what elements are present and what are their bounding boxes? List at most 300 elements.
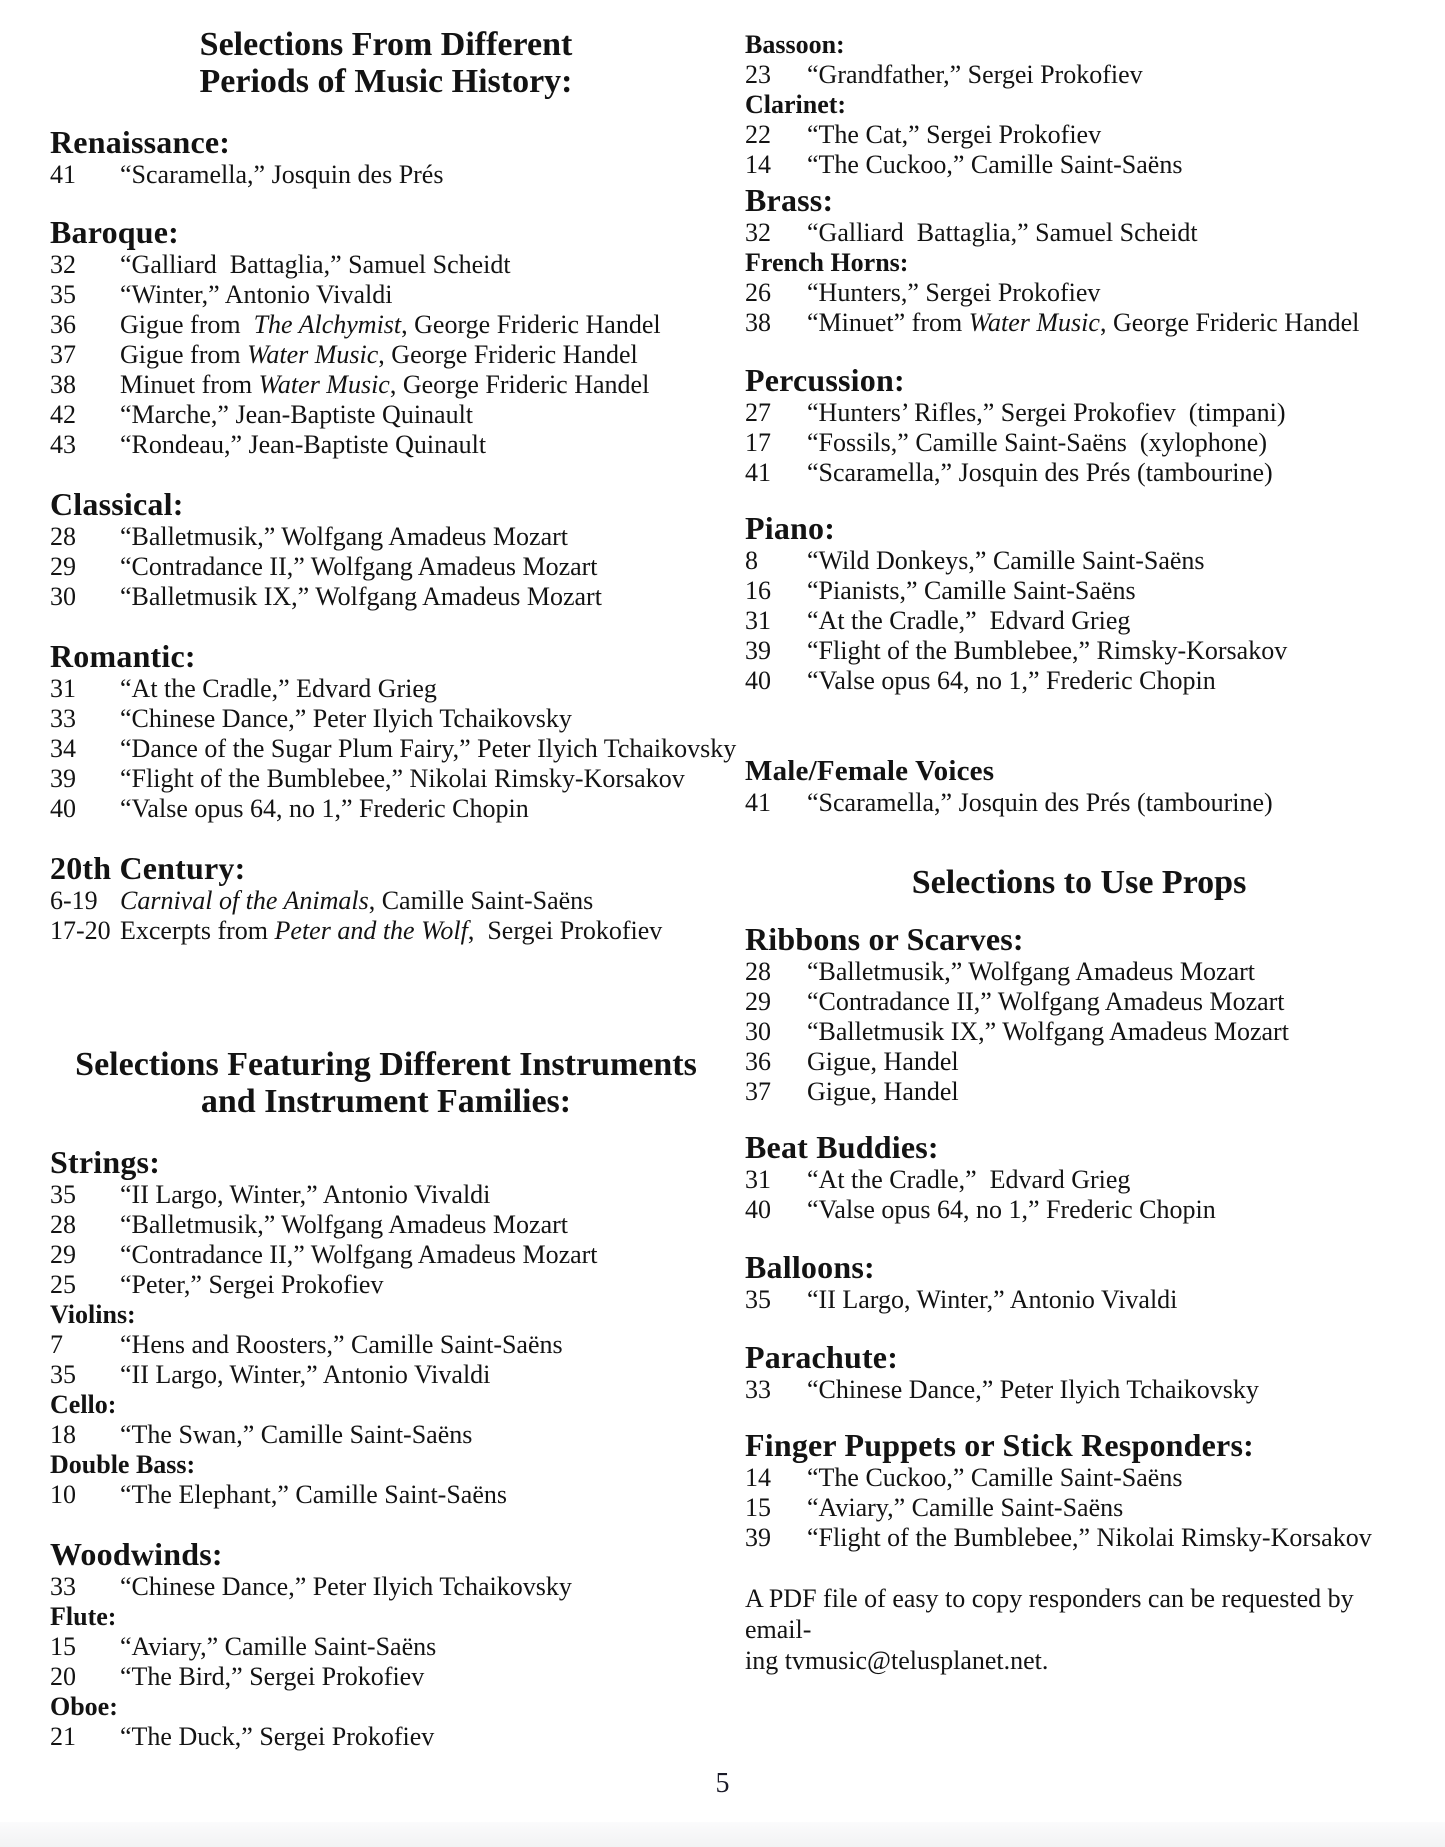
item-list [745, 398, 1413, 488]
item-text [807, 666, 1413, 696]
item-text-segment: Carnival of the Animals [120, 886, 369, 915]
section [50, 1536, 722, 1752]
list-item [745, 1375, 1413, 1405]
item-text [807, 398, 1413, 428]
item-text-segment: “Contradance II,” Wolfgang Amadeus Mozart [807, 987, 1285, 1016]
list-item [745, 788, 1413, 818]
item-number: 26 [745, 278, 771, 307]
item-text [807, 120, 1413, 150]
item-number: 35 [50, 1360, 76, 1389]
item-text [120, 400, 722, 430]
item-number: 28 [745, 957, 771, 986]
item-number: 23 [745, 60, 771, 89]
item-number: 31 [745, 606, 771, 635]
item-text [807, 218, 1413, 248]
item-number: 38 [50, 370, 76, 399]
item-number: 41 [745, 788, 771, 817]
list-item [50, 916, 722, 946]
item-text [120, 430, 722, 460]
item-text [807, 1375, 1413, 1405]
item-text [120, 1180, 722, 1210]
section [745, 1427, 1413, 1553]
list-item [745, 1077, 1413, 1107]
list-item [50, 1480, 722, 1510]
item-text [120, 794, 722, 824]
section-heading: 20th Century: [50, 850, 246, 886]
page-title [50, 26, 722, 100]
list-item [745, 458, 1413, 488]
list-item [50, 310, 722, 340]
item-text-segment: “II Largo, Winter,” Antonio Vivaldi [120, 1180, 491, 1209]
list-item [50, 552, 722, 582]
sub-heading: French Horns: [745, 248, 909, 277]
list-item [745, 606, 1413, 636]
section [50, 1144, 722, 1510]
item-number: 32 [745, 218, 771, 247]
page-title-line: Selections Featuring Different Instruments [75, 1046, 697, 1083]
section-heading: Male/Female Voices [745, 755, 995, 787]
list-item [745, 1195, 1413, 1225]
item-number: 40 [745, 1195, 771, 1224]
item-text [120, 370, 722, 400]
list-item [745, 1017, 1413, 1047]
item-number: 35 [50, 280, 76, 309]
item-number: 29 [50, 552, 76, 581]
item-number: 15 [745, 1493, 771, 1522]
section [745, 1339, 1413, 1405]
item-text-segment: “At the Cradle,” Edvard Grieg [807, 1165, 1131, 1194]
item-number: 18 [50, 1420, 76, 1449]
item-number: 37 [50, 340, 76, 369]
list-item [50, 1572, 722, 1602]
item-number: 22 [745, 120, 771, 149]
item-text [807, 150, 1413, 180]
item-text-segment: “Flight of the Bumblebee,” Nikolai Rimsky-Korsakov [807, 1523, 1372, 1552]
item-text [807, 1523, 1413, 1553]
page-title-line: Selections to Use Props [911, 864, 1247, 901]
item-text-segment: “Balletmusik IX,” Wolfgang Amadeus Mozart [807, 1017, 1289, 1046]
item-text [120, 1360, 722, 1390]
list-item [50, 1420, 722, 1450]
item-text-segment: “The Cat,” Sergei Prokofiev [807, 120, 1102, 149]
list-item [50, 886, 722, 916]
item-number: 29 [745, 987, 771, 1016]
item-text-segment: The Alchymist [253, 310, 402, 339]
item-list [50, 674, 737, 824]
item-text [120, 582, 722, 612]
item-text-segment: “At the Cradle,” Edvard Grieg [120, 674, 437, 703]
item-text-segment: “Valse opus 64, no 1,” Frederic Chopin [807, 666, 1216, 695]
item-text [807, 1195, 1413, 1225]
item-text-segment: “The Bird,” Sergei Prokofiev [120, 1662, 425, 1691]
list-item [50, 1360, 722, 1390]
item-text-segment: “Valse opus 64, no 1,” Frederic Chopin [120, 794, 529, 823]
item-text [120, 704, 722, 734]
item-list [745, 218, 1413, 338]
item-text-segment: “Balletmusik IX,” Wolfgang Amadeus Mozart [120, 582, 602, 611]
item-number: 21 [50, 1722, 76, 1751]
item-text [120, 1572, 722, 1602]
item-list [745, 546, 1413, 696]
item-list [745, 957, 1413, 1107]
item-number: 35 [745, 1285, 771, 1314]
section [745, 921, 1413, 1107]
item-text [807, 458, 1413, 488]
item-number: 34 [50, 734, 76, 763]
item-text-segment: “The Cuckoo,” Camille Saint-Saëns [807, 150, 1183, 179]
item-text-segment: Gigue, Handel [807, 1077, 959, 1106]
left-column [50, 0, 737, 1752]
list-item [50, 340, 722, 370]
item-text-segment: “Chinese Dance,” Peter Ilyich Tchaikovsky [120, 704, 572, 733]
page-title-line: Periods of Music History: [199, 63, 573, 100]
list-item [745, 957, 1413, 987]
item-text [120, 916, 722, 946]
item-text [807, 1017, 1413, 1047]
section [745, 1129, 1413, 1225]
page-title-line: and Instrument Families: [200, 1083, 572, 1120]
item-list [50, 886, 722, 946]
list-item [745, 636, 1413, 666]
section [50, 214, 722, 460]
page-number: 5 [715, 1768, 730, 1799]
section-heading: Woodwinds: [50, 1536, 223, 1572]
section-heading: Parachute: [745, 1339, 899, 1375]
item-text-segment: “Hunters,” Sergei Prokofiev [807, 278, 1101, 307]
item-text [120, 1662, 722, 1692]
item-text-segment: Gigue, Handel [807, 1047, 959, 1076]
item-text [807, 987, 1413, 1017]
list-item [50, 522, 722, 552]
list-item [50, 734, 737, 764]
page-title [50, 1046, 722, 1120]
item-text-segment: “II Largo, Winter,” Antonio Vivaldi [120, 1360, 491, 1389]
item-number: 25 [50, 1270, 76, 1299]
item-text [120, 310, 722, 340]
item-text-segment: “Chinese Dance,” Peter Ilyich Tchaikovsky [807, 1375, 1259, 1404]
item-text-segment: “Scaramella,” Josquin des Prés (tambourine) [807, 458, 1273, 487]
item-number: 33 [50, 704, 76, 733]
item-text-segment: “Contradance II,” Wolfgang Amadeus Mozart [120, 552, 598, 581]
list-item [745, 1285, 1413, 1315]
item-text-segment: “Hens and Roosters,” Camille Saint-Saëns [120, 1330, 563, 1359]
section-heading: Percussion: [745, 362, 905, 398]
item-text-segment: “Scaramella,” Josquin des Prés (tambourine) [807, 788, 1273, 817]
item-text-segment: “Flight of the Bumblebee,” Rimsky-Korsakov [807, 636, 1288, 665]
list-item [50, 1632, 722, 1662]
item-text-segment: “Aviary,” Camille Saint-Saëns [120, 1632, 437, 1661]
item-text [120, 552, 722, 582]
item-text-segment: “Valse opus 64, no 1,” Frederic Chopin [807, 1195, 1216, 1224]
section [50, 850, 722, 946]
item-text-segment: “The Elephant,” Camille Saint-Saëns [120, 1480, 507, 1509]
item-text [807, 1493, 1413, 1523]
item-number: 35 [50, 1180, 76, 1209]
section [745, 510, 1413, 696]
item-text-segment: “Hunters’ Rifles,” Sergei Prokofiev (timpani) [807, 398, 1286, 427]
sub-heading: Bassoon: [745, 30, 845, 59]
sub-heading: Clarinet: [745, 90, 847, 119]
item-text-segment: Gigue from [120, 340, 248, 369]
item-list [745, 1285, 1413, 1315]
item-list [50, 160, 722, 190]
item-text [120, 340, 722, 370]
item-text-segment: “Balletmusik,” Wolfgang Amadeus Mozart [120, 1210, 568, 1239]
item-text-segment: , Camille Saint-Saëns [368, 886, 594, 915]
item-number: 29 [50, 1240, 76, 1269]
note [745, 1583, 1413, 1676]
item-text-segment: “Scaramella,” Josquin des Prés [120, 160, 444, 189]
item-number: 30 [50, 582, 76, 611]
list-item [50, 764, 722, 794]
item-text-segment: “At the Cradle,” Edvard Grieg [807, 606, 1131, 635]
item-number: 37 [745, 1077, 771, 1106]
item-text-segment: , George Frideric Handel [401, 310, 661, 339]
item-text-segment: , George Frideric Handel [378, 340, 638, 369]
list-item [50, 704, 722, 734]
list-item [745, 218, 1413, 248]
item-text-segment: “Marche,” Jean-Baptiste Quinault [120, 400, 474, 429]
list-item [50, 1330, 722, 1360]
item-list [745, 1375, 1413, 1405]
list-item [50, 582, 722, 612]
list-item [745, 1463, 1413, 1493]
item-text-segment: “Dance of the Sugar Plum Fairy,” Peter Ilyich Tchaikovsky [120, 734, 737, 763]
item-text-segment: “Fossils,” Camille Saint-Saëns (xylophone) [807, 428, 1268, 457]
list-item [745, 308, 1413, 338]
item-text-segment: “Peter,” Sergei Prokofiev [120, 1270, 384, 1299]
item-text-segment: Minuet from [120, 370, 259, 399]
item-text-segment: “Galliard Battaglia,” Samuel Scheidt [807, 218, 1198, 247]
sub-heading: Flute: [50, 1602, 117, 1631]
item-text-segment: Water Music [968, 308, 1100, 337]
section-heading: Piano: [745, 510, 836, 546]
item-text [807, 1077, 1413, 1107]
list-item [50, 400, 722, 430]
item-number: 7 [50, 1330, 63, 1359]
list-item [745, 576, 1413, 606]
list-item [745, 150, 1413, 180]
list-item [50, 1270, 722, 1300]
list-item [50, 160, 722, 190]
item-text [807, 1463, 1413, 1493]
sub-heading: Oboe: [50, 1692, 118, 1721]
item-number: 6-19 [50, 886, 98, 915]
list-item [745, 120, 1413, 150]
item-text [120, 1420, 722, 1450]
item-text-segment: , George Frideric Handel [389, 370, 650, 399]
item-text [120, 1210, 722, 1240]
item-number: 33 [745, 1375, 771, 1404]
item-text [120, 160, 722, 190]
section [50, 486, 722, 612]
sub-heading: Cello: [50, 1390, 117, 1419]
list-item [745, 546, 1413, 576]
list-item [745, 666, 1413, 696]
item-text [120, 1480, 722, 1510]
list-item [50, 280, 722, 310]
item-text-segment: Excerpts from [120, 916, 275, 945]
section [745, 362, 1413, 488]
item-text [807, 60, 1413, 90]
item-number: 31 [50, 674, 76, 703]
item-list [50, 250, 722, 460]
item-list [50, 1180, 722, 1510]
item-text-segment: “Balletmusik,” Wolfgang Amadeus Mozart [807, 957, 1255, 986]
item-number: 10 [50, 1480, 76, 1509]
item-text [120, 734, 736, 764]
item-text [807, 1165, 1413, 1195]
item-text-segment: “Chinese Dance,” Peter Ilyich Tchaikovsky [120, 1572, 572, 1601]
list-item [50, 794, 722, 824]
item-list [50, 522, 722, 612]
list-item [50, 430, 722, 460]
item-text-segment: “Winter,” Antonio Vivaldi [120, 280, 393, 309]
item-text [120, 1330, 722, 1360]
section-heading: Romantic: [50, 638, 196, 674]
item-text-segment: “Contradance II,” Wolfgang Amadeus Mozart [120, 1240, 598, 1269]
list-item [745, 1523, 1413, 1553]
item-text-segment: Water Music [258, 370, 390, 399]
item-number: 43 [50, 430, 76, 459]
sub-heading: Double Bass: [50, 1450, 196, 1479]
list-item [745, 278, 1413, 308]
section-heading: Renaissance: [50, 124, 231, 160]
section-heading: Strings: [50, 1144, 161, 1180]
item-list [745, 788, 1413, 818]
item-number: 39 [745, 1523, 771, 1552]
item-text-segment: “Wild Donkeys,” Camille Saint-Saëns [807, 546, 1205, 575]
item-text [807, 788, 1413, 818]
item-text-segment: “Minuet” from [807, 308, 969, 337]
item-list [745, 30, 1413, 180]
item-number: 14 [745, 150, 771, 179]
section-heading: Beat Buddies: [745, 1129, 939, 1165]
item-text-segment: “The Swan,” Camille Saint-Saëns [120, 1420, 473, 1449]
item-number: 14 [745, 1463, 771, 1492]
item-number: 38 [745, 308, 771, 337]
note-line: A PDF file of easy to copy responders can be requested by email- [745, 1584, 1354, 1644]
section-heading: Ribbons or Scarves: [745, 921, 1024, 957]
section-heading: Classical: [50, 486, 184, 522]
item-number: 30 [745, 1017, 771, 1046]
list-item [50, 1662, 722, 1692]
item-text [807, 1047, 1413, 1077]
item-number: 39 [745, 636, 771, 665]
item-text [120, 522, 722, 552]
item-text [120, 280, 722, 310]
item-number: 40 [745, 666, 771, 695]
item-text [807, 278, 1413, 308]
item-text-segment: Peter and the Wolf [274, 916, 468, 945]
item-text [120, 886, 722, 916]
item-text [120, 1722, 722, 1752]
item-number: 27 [745, 398, 771, 427]
item-text-segment: Water Music [247, 340, 379, 369]
item-number: 28 [50, 1210, 76, 1239]
page-title-line: Selections From Different [199, 26, 573, 63]
list-item [50, 1722, 722, 1752]
item-text [807, 957, 1413, 987]
item-text [807, 606, 1413, 636]
section-heading: Baroque: [50, 214, 180, 250]
list-item [50, 370, 722, 400]
list-item [50, 1210, 722, 1240]
page-title [745, 864, 1413, 901]
item-text [807, 546, 1413, 576]
item-number: 32 [50, 250, 76, 279]
item-number: 39 [50, 764, 76, 793]
list-item [745, 1047, 1413, 1077]
item-list [50, 1572, 722, 1752]
item-text-segment: “Galliard Battaglia,” Samuel Scheidt [120, 250, 511, 279]
item-number: 20 [50, 1662, 76, 1691]
item-text [807, 636, 1413, 666]
list-item [50, 1240, 722, 1270]
item-number: 36 [50, 310, 76, 339]
list-item [745, 987, 1413, 1017]
item-text [120, 764, 722, 794]
item-number: 17 [745, 428, 771, 457]
item-text-segment: “Aviary,” Camille Saint-Saëns [807, 1493, 1124, 1522]
item-number: 41 [50, 160, 76, 189]
item-number: 17-20 [50, 916, 111, 945]
section-heading: Finger Puppets or Stick Responders: [745, 1427, 1254, 1463]
section [745, 30, 1413, 180]
item-list [745, 1165, 1413, 1225]
item-number: 41 [745, 458, 771, 487]
list-item [745, 1165, 1413, 1195]
item-text [120, 1270, 722, 1300]
list-item [745, 428, 1413, 458]
item-text-segment: “II Largo, Winter,” Antonio Vivaldi [807, 1285, 1178, 1314]
item-text-segment: “Grandfather,” Sergei Prokofiev [807, 60, 1143, 89]
section-heading: Balloons: [745, 1249, 875, 1285]
item-number: 42 [50, 400, 76, 429]
item-list [745, 1463, 1413, 1553]
item-text-segment: “The Cuckoo,” Camille Saint-Saëns [807, 1463, 1183, 1492]
item-text-segment: , Sergei Prokofiev [467, 916, 663, 945]
item-text-segment: Gigue from [120, 310, 254, 339]
item-text-segment: “Balletmusik,” Wolfgang Amadeus Mozart [120, 522, 568, 551]
note-line: ing tvmusic@telusplanet.net. [745, 1646, 1049, 1675]
right-column [745, 0, 1413, 1676]
list-item [745, 398, 1413, 428]
section [50, 124, 722, 190]
item-number: 28 [50, 522, 76, 551]
item-text [120, 674, 722, 704]
sub-heading: Violins: [50, 1300, 136, 1329]
item-number: 33 [50, 1572, 76, 1601]
item-number: 8 [745, 546, 758, 575]
list-item [745, 1493, 1413, 1523]
item-text-segment: “Pianists,” Camille Saint-Saëns [807, 576, 1136, 605]
item-text-segment: “Flight of the Bumblebee,” Nikolai Rimsky-Korsakov [120, 764, 685, 793]
item-number: 16 [745, 576, 771, 605]
section [745, 1249, 1413, 1315]
item-number: 36 [745, 1047, 771, 1076]
section [50, 638, 737, 824]
item-text-segment: “Rondeau,” Jean-Baptiste Quinault [120, 430, 487, 459]
item-text [807, 308, 1413, 338]
item-text [120, 1632, 722, 1662]
item-text [807, 1285, 1413, 1315]
item-number: 31 [745, 1165, 771, 1194]
item-text-segment: , George Frideric Handel [1099, 308, 1360, 337]
footer-strip [0, 1822, 1445, 1847]
item-text [120, 250, 722, 280]
section [745, 182, 1413, 338]
